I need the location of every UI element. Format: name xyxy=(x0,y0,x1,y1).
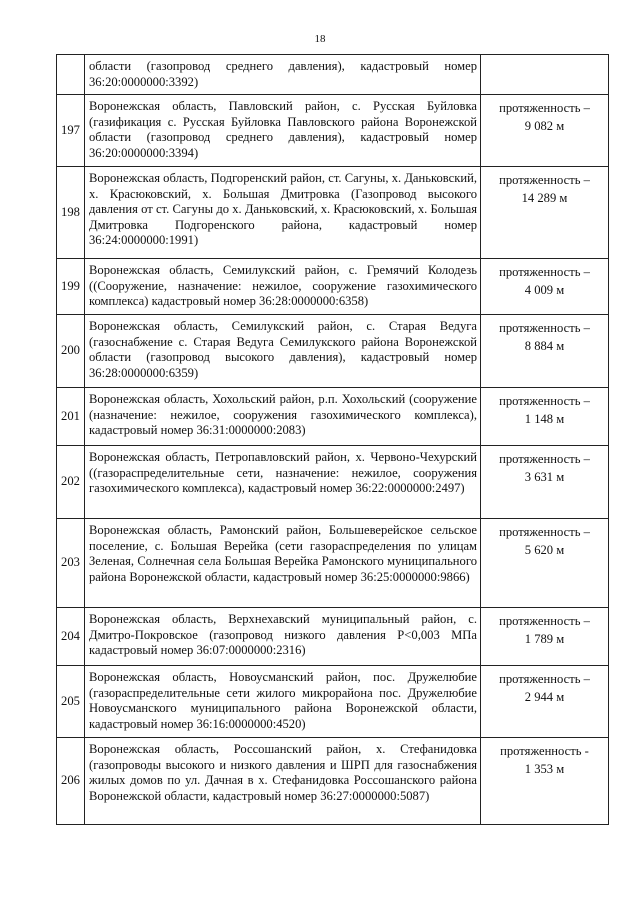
length-label: протяженность – xyxy=(499,173,590,187)
length-value: 1 789 м xyxy=(524,632,565,646)
length-value: 9 082 м xyxy=(524,119,565,133)
row-length xyxy=(481,608,609,666)
row-length xyxy=(481,388,609,446)
length-value: 8 884 м xyxy=(524,339,565,353)
row-description: Воронежская область, Новоусманский район, пос. Дружелюбие (газораспределительные сети жилого микрорайона пос. Дружелюбие Новоусманского муниципального района Воронежской области, кадастровый номер 36:16:0000000:4520) xyxy=(85,666,481,738)
table-row xyxy=(57,608,609,666)
row-description: Воронежская область, Россошанский район, х. Стефанидовка (газопроводы высокого и низкого давления и ШРП для газоснабжения жилых домов по ул. Дачная в х. Стефанидовка Россошанского района Воронежской области, кадастровый номер 36:27:0000000:5087) xyxy=(85,738,481,825)
row-number: 197 xyxy=(57,95,85,167)
row-number: 198 xyxy=(57,167,85,259)
row-length xyxy=(481,315,609,388)
row-number: 201 xyxy=(57,388,85,446)
row-description: Воронежская область, Верхнехавский муниципальный район, с. Дмитро-Покровское (газопровод низкого давления P<0,003 МПа кадастровый номер 36:07:0000000:2316) xyxy=(85,608,481,666)
length-value: 4 009 м xyxy=(524,283,565,297)
table-row xyxy=(57,259,609,315)
length-label: протяженность – xyxy=(499,614,590,628)
row-description: Воронежская область, Подгоренский район, ст. Сагуны, х. Даньковский, х. Красюковский, х. Большая Дмитровка (Газопровод высокого давления от ст. Сагуны до х. Даньковский, х. Красюковский, х. Большая Дмитровка Подгоренского района, кадастровый номер 36:24:0000000:1991) xyxy=(85,167,481,259)
row-description: области (газопровод среднего давления), кадастровый номер 36:20:0000000:3392) xyxy=(85,55,481,95)
row-number: 206 xyxy=(57,738,85,825)
row-length xyxy=(481,167,609,259)
table-row xyxy=(57,388,609,446)
row-length xyxy=(481,666,609,738)
row-number: 204 xyxy=(57,608,85,666)
row-number: 202 xyxy=(57,446,85,519)
length-value: 14 289 м xyxy=(521,191,568,205)
row-length xyxy=(481,738,609,825)
page-number: 18 xyxy=(314,33,326,45)
length-value: 2 944 м xyxy=(524,690,565,704)
length-value: 5 620 м xyxy=(524,543,565,557)
row-description: Воронежская область, Хохольский район, р.п. Хохольский (сооружение (назначение: нежилое, сооружения газохимического комплекса), кадастровый номер 36:31:0000000:2083) xyxy=(85,388,481,446)
gas-pipeline-registry-table xyxy=(56,54,609,825)
row-length xyxy=(481,259,609,315)
row-description: Воронежская область, Семилукский район, с. Старая Ведуга (газоснабжение с. Старая Ведуга Семилукского района Воронежской области (газопровод высокого давления), кадастровый номер 36:28:0000000:6359) xyxy=(85,315,481,388)
row-length-cell xyxy=(481,55,609,95)
table-row xyxy=(57,519,609,608)
row-length xyxy=(481,519,609,608)
length-label: протяженность – xyxy=(499,452,590,466)
row-length xyxy=(481,446,609,519)
table-row xyxy=(57,95,609,167)
row-description: Воронежская область, Павловский район, с. Русская Буйловка (газификация с. Русская Буйловка Павловского района Воронежской области (газопровод среднего давления), кадастровый номер 36:20:0000000:3394) xyxy=(85,95,481,167)
table-row-continuation xyxy=(57,55,609,95)
row-number: 203 xyxy=(57,519,85,608)
row-description: Воронежская область, Петропавловский район, х. Червоно-Чехурский ((газораспределительные сети, назначение: нежилое, сооружения газохимического комплекса), кадастровый номер 36:22:0000000:2497) xyxy=(85,446,481,519)
row-description: Воронежская область, Семилукский район, с. Гремячий Колодезь ((Сооружение, назначение: нежилое, сооружение газохимического комплекса) кадастровый номер 36:28:0000000:6358) xyxy=(85,259,481,315)
table-row xyxy=(57,167,609,259)
length-label: протяженность – xyxy=(499,672,590,686)
row-number-cell xyxy=(57,55,85,95)
table-row xyxy=(57,666,609,738)
length-value: 3 631 м xyxy=(524,470,565,484)
length-value: 1 148 м xyxy=(524,412,565,426)
table-row xyxy=(57,315,609,388)
length-label: протяженность – xyxy=(499,525,590,539)
row-number: 199 xyxy=(57,259,85,315)
length-value: 1 353 м xyxy=(524,762,565,776)
row-description: Воронежская область, Рамонский район, Большеверейское сельское поселение, с. Большая Верейка (сети газораспределения по улицам Зеленая, Солнечная села Большая Верейка Рамонского муниципального района Воронежской области, кадастровый номер 36:25:0000000:9866) xyxy=(85,519,481,608)
row-number: 205 xyxy=(57,666,85,738)
table-row xyxy=(57,446,609,519)
table-row xyxy=(57,738,609,825)
length-label: протяженность – xyxy=(499,321,590,335)
row-length xyxy=(481,95,609,167)
length-label: протяженность – xyxy=(499,265,590,279)
length-label: протяженность – xyxy=(499,101,590,115)
length-label: протяженность – xyxy=(499,394,590,408)
row-number: 200 xyxy=(57,315,85,388)
length-label: протяженность - xyxy=(500,744,589,758)
